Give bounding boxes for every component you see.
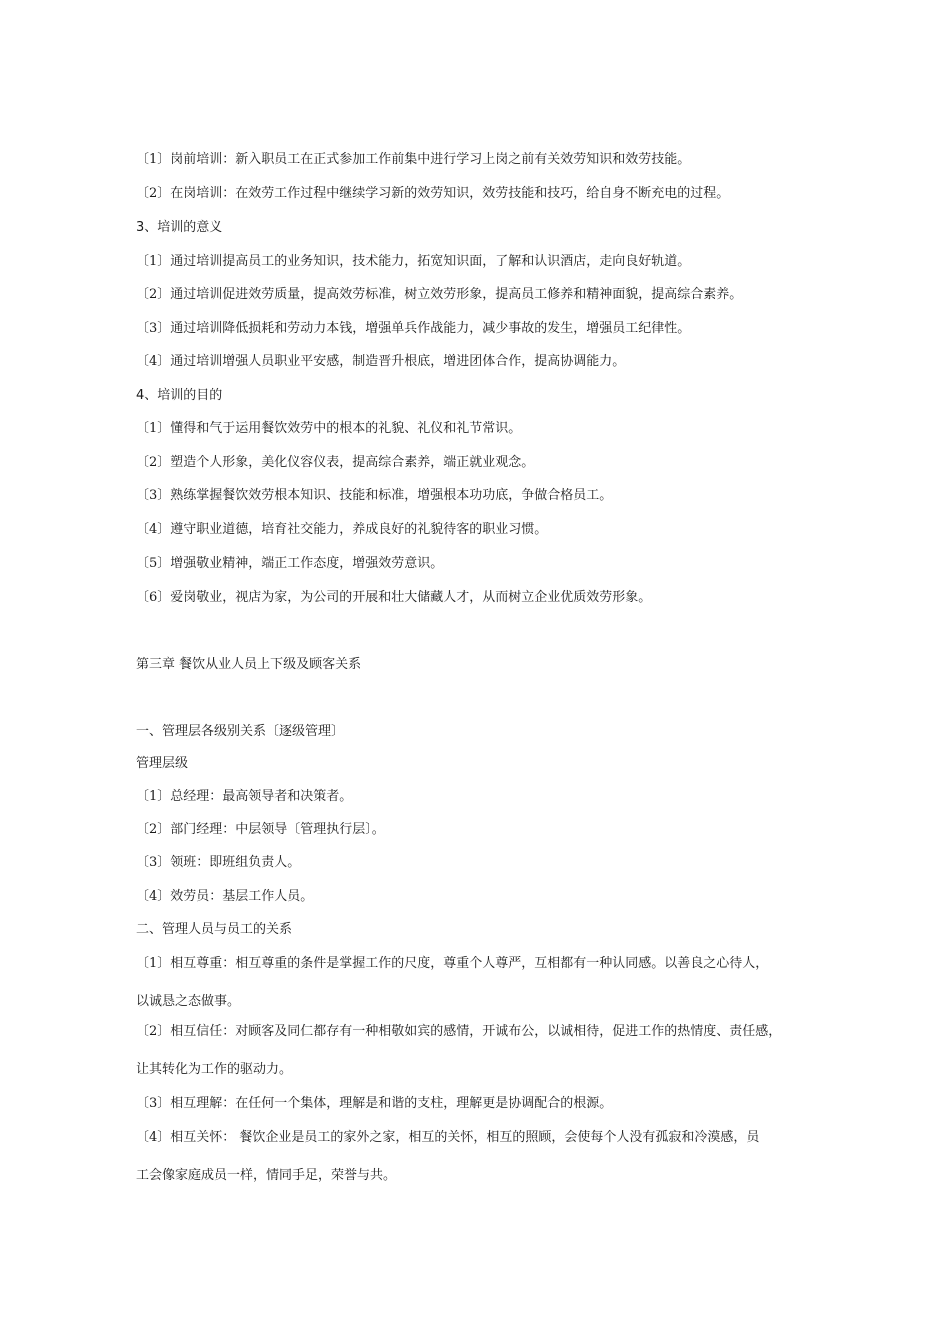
- management-item-4: 〔4〕效劳员：基层工作人员。: [136, 889, 314, 904]
- purpose-item-3: 〔3〕熟练掌握餐饮效劳根本知识、技能和标准，增强根本功功底，争做合格员工。: [136, 488, 613, 503]
- purpose-item-6: 〔6〕爱岗敬业，视店为家，为公司的开展和壮大储藏人才，从而树立企业优质效劳形象。: [136, 590, 652, 605]
- chapter-title: 第三章 餐饮从业人员上下级及顾客关系: [136, 657, 362, 672]
- relations-item-4-line-1: 〔4〕相互关怀： 餐饮企业是员工的家外之家，相互的关怀，相互的照顾，会使每个人没有孤寂和冷漠感，员: [136, 1130, 760, 1145]
- management-item-3: 〔3〕领班：即班组负责人。: [136, 855, 301, 870]
- training-type-2: 〔2〕在岗培训：在效劳工作过程中继续学习新的效劳知识，效劳技能和技巧，给自身不断充电的过程。: [136, 186, 730, 201]
- relations-item-4-line-2: 工会像家庭成员一样，情同手足，荣誉与共。: [136, 1168, 397, 1183]
- significance-item-2: 〔2〕通过培训促进效劳质量，提高效劳标准，树立效劳形象，提高员工修养和精神面貌，提高综合素养。: [136, 287, 743, 302]
- management-item-2: 〔2〕部门经理：中层领导〔管理执行层〕。: [136, 822, 385, 837]
- management-subheading: 管理层级: [136, 756, 189, 771]
- relations-item-1-line-2: 以诚恳之态做事。: [136, 994, 241, 1009]
- significance-item-4: 〔4〕通过培训增强人员职业平安感，制造晋升根底，增进团体合作，提高协调能力。: [136, 354, 626, 369]
- section-heading-purpose: 4、培训的目的: [136, 388, 223, 403]
- significance-item-1: 〔1〕通过培训提高员工的业务知识，技术能力，拓宽知识面，了解和认识酒店，走向良好轨道。: [136, 254, 691, 269]
- management-item-1: 〔1〕总经理：最高领导者和决策者。: [136, 789, 353, 804]
- relations-item-2-line-2: 让其转化为工作的驱动力。: [136, 1062, 293, 1077]
- training-type-1: 〔1〕岗前培训：新入职员工在正式参加工作前集中进行学习上岗之前有关效劳知识和效劳技能。: [136, 152, 691, 167]
- purpose-item-4: 〔4〕遵守职业道德，培育社交能力，养成良好的礼貌待客的职业习惯。: [136, 522, 548, 537]
- relations-item-2-line-1: 〔2〕相互信任：对顾客及同仁都存有一种相敬如宾的感情，开诚布公，以诚相待，促进工作的热情度、责任感，: [136, 1024, 782, 1039]
- relations-item-3: 〔3〕相互理解：在任何一个集体，理解是和谐的支柱，理解更是协调配合的根源。: [136, 1096, 613, 1111]
- section-heading-relations: 二、管理人员与员工的关系: [136, 922, 293, 937]
- section-heading-management: 一、管理层各级别关系〔逐级管理〕: [136, 724, 345, 739]
- purpose-item-1: 〔1〕懂得和气于运用餐饮效劳中的根本的礼貌、礼仪和礼节常识。: [136, 421, 522, 436]
- relations-item-1-line-1: 〔1〕相互尊重：相互尊重的条件是掌握工作的尺度，尊重个人尊严，互相都有一种认同感。以善良之心待人，: [136, 956, 769, 971]
- purpose-item-2: 〔2〕塑造个人形象，美化仪容仪表，提高综合素养，端正就业观念。: [136, 455, 535, 470]
- purpose-item-5: 〔5〕增强敬业精神，端正工作态度，增强效劳意识。: [136, 556, 444, 571]
- section-heading-significance: 3、培训的意义: [136, 220, 223, 235]
- significance-item-3: 〔3〕通过培训降低损耗和劳动力本钱，增强单兵作战能力，减少事故的发生，增强员工纪律性。: [136, 321, 691, 336]
